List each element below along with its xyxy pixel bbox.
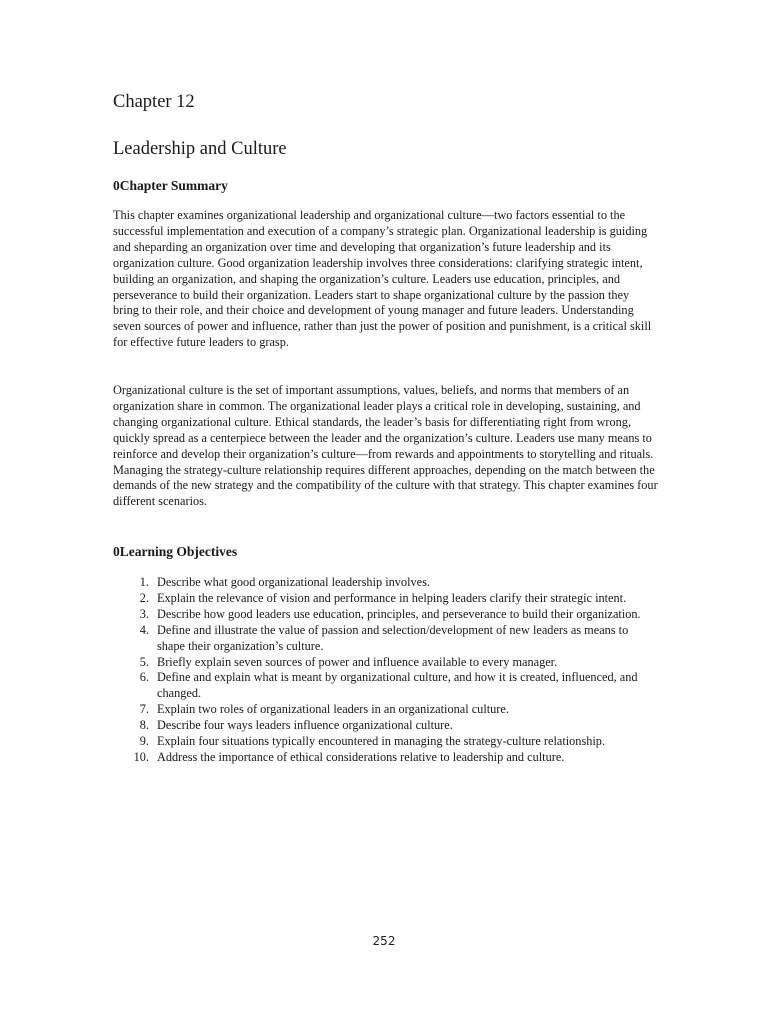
- summary-heading: 0Chapter Summary: [113, 178, 228, 193]
- objective-text: Define and explain what is meant by organizational culture, and how it is created, influenced, and changed.: [157, 670, 638, 701]
- objective-number: 2.: [139, 590, 149, 605]
- objective-number: 8.: [139, 718, 149, 733]
- objective-text: Explain four situations typically encountered in managing the strategy-culture relationship.: [157, 734, 606, 749]
- summary-paragraph-2: Organizational culture is the set of important assumptions, values, beliefs, and norms that members of an organization share in common. The organizational leader plays a critical role in developing, sustaining, and changing organizational culture. Ethical standards, the leader’s basis for differentiating right from wrong, quickly spread as a centerpiece between the leader and the organization’s culture. Leaders use many means to reinforce and develop their organization’s culture—from rewards and appointments to storytelling and rituals. Managing the strategy-culture relationship requires different approaches, depending on the match between the demands of the new strategy and the compatibility of the culture with that strategy. This chapter examines four different scenarios.: [113, 383, 658, 509]
- objective-number: 5.: [139, 654, 149, 669]
- objective-number: 9.: [139, 734, 149, 749]
- objective-number: 6.: [139, 670, 149, 685]
- objective-text: Describe what good organizational leadership involves.: [157, 575, 430, 589]
- objective-item: [113, 702, 658, 718]
- objective-text: Address the importance of ethical considerations relative to leadership and culture.: [157, 749, 565, 764]
- objective-number: 7.: [139, 702, 149, 717]
- objective-number: 3.: [139, 606, 149, 621]
- objective-text: Define and illustrate the value of passion and selection/development of new leaders as means to shape their organization’s culture.: [157, 622, 629, 653]
- chapter-title: Leadership and Culture: [113, 139, 287, 159]
- objective-item: [113, 670, 658, 702]
- objective-text: Explain the relevance of vision and performance in helping leaders clarify their strategic intent.: [157, 590, 627, 605]
- summary-paragraph-1: This chapter examines organizational leadership and organizational culture—two factors essential to the successful implementation and execution of a company’s strategic plan. Organizational leadership is guiding and sheparding an organization over time and developing that organization’s future leadership and its organization culture. Good organization leadership involves three considerations: clarifying strategic intent, building an organization, and shaping the organization’s culture. Leaders use education, principles, and perseverance to build their organization. Leaders start to shape organizational culture by the passion they bring to their role, and their choice and development of young manager and future leaders. Understanding seven sources of power and influence, rather than just the power of position and punishment, is a critical skill for effective future leaders to grasp.: [113, 208, 652, 350]
- objective-text: Briefly explain seven sources of power and influence available to every manager.: [157, 654, 558, 669]
- objective-item: [113, 591, 658, 607]
- objectives-list: [113, 575, 658, 766]
- objective-text: Explain two roles of organizational leaders in an organizational culture.: [157, 702, 509, 717]
- objective-item: [113, 734, 658, 750]
- objective-text: Describe four ways leaders influence organizational culture.: [157, 718, 453, 733]
- objective-item: [113, 750, 658, 766]
- chapter-number: Chapter 12: [113, 92, 195, 112]
- page-number: 252: [372, 934, 396, 948]
- objective-item: [113, 655, 658, 671]
- objective-item: [113, 718, 658, 734]
- objective-item: [113, 623, 658, 655]
- objective-item: [113, 607, 658, 623]
- objective-number: 1.: [139, 575, 149, 589]
- objective-number: 10.: [133, 749, 149, 764]
- objectives-heading: 0Learning Objectives: [113, 544, 238, 559]
- objective-item: [113, 575, 658, 591]
- objective-text: Describe how good leaders use education, principles, and perseverance to build their organization.: [157, 606, 641, 621]
- objective-number: 4.: [139, 622, 149, 637]
